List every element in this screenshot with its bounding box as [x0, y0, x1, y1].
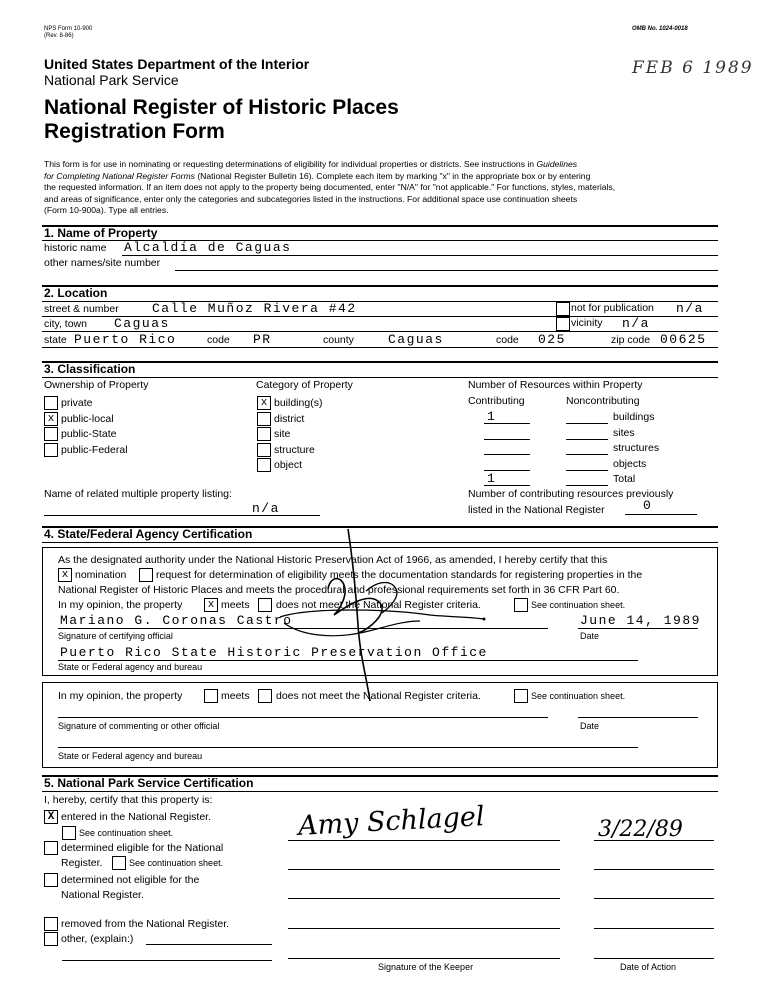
section-5-heading: 5. National Park Service Certification — [44, 776, 254, 790]
ownership-heading: Ownership of Property — [44, 379, 149, 391]
eligible-checkbox[interactable] — [44, 841, 58, 855]
contributing-count: 1 — [487, 471, 497, 486]
nps-intro: I, hereby, certify that this property is: — [44, 794, 213, 806]
ownership-label: public-local — [61, 412, 114, 425]
instructions: This form is for use in nominating or requesting determinations of eligibility for individual properties or districts. See instructions in Guidelines for Completing National Register Forms (National Register Bulletin 16). Complete each item by marking "x" in the appropriate box or by entering the requested information. If an item does not apply to the property being documented, enter "N/A" for "not applicable." For functions, styles, materials, and areas of significance, enter only the categories and subcategories listed in the instructions. For additional space use continuation sheets (Form 10-900a). Type all entries. — [44, 159, 616, 215]
resources-heading: Number of Resources within Property — [468, 379, 643, 391]
state-value: Puerto Rico — [74, 332, 177, 347]
not-for-publication-checkbox[interactable] — [556, 302, 570, 316]
category-checkbox-district[interactable] — [257, 412, 271, 426]
opinion-label-2: In my opinion, the property — [58, 690, 183, 702]
county-label: county — [323, 334, 354, 346]
entered-checkbox[interactable]: X — [44, 810, 58, 824]
city-label: city, town — [44, 318, 87, 330]
section-3-heading: 3. Classification — [44, 362, 136, 376]
does-not-meet-label: does not meet the National Register criteria. — [276, 599, 481, 611]
not-eligible-checkbox[interactable] — [44, 873, 58, 887]
state-code-label: code — [207, 334, 230, 346]
not-for-publication-value: n/a — [676, 301, 704, 316]
state-code-value: PR — [253, 332, 272, 347]
ownership-checkbox-public-state[interactable] — [44, 427, 58, 441]
certifying-official-name: Mariano G. Coronas Castro — [60, 613, 293, 628]
removed-checkbox[interactable] — [44, 917, 58, 931]
category-checkbox-site[interactable] — [257, 427, 271, 441]
resource-row-label: objects — [613, 457, 647, 470]
continuation-label-2: See continuation sheet. — [531, 691, 626, 701]
does-not-meet-label-2: does not meet the National Register criteria. — [276, 690, 481, 702]
county-code-label: code — [496, 334, 519, 346]
section-1-heading: 1. Name of Property — [44, 226, 158, 240]
omb-number: OMB No. 1024-0018 — [632, 26, 688, 32]
section-2-heading: 2. Location — [44, 286, 108, 300]
eligible-continuation-label: See continuation sheet. — [129, 858, 224, 868]
received-stamp: FEB 6 1989 — [632, 58, 754, 78]
meets-checkbox[interactable]: x — [204, 598, 218, 612]
eligible-continuation-checkbox[interactable] — [112, 856, 126, 870]
ownership-checkbox-public-local[interactable]: x — [44, 412, 58, 426]
state-label: state — [44, 334, 67, 346]
category-label: object — [274, 459, 303, 471]
date-label: Date — [580, 631, 600, 641]
category-label: building(s) — [274, 397, 323, 409]
ownership-label: public-State — [61, 428, 117, 440]
county-value: Caguas — [388, 332, 444, 347]
continuation-checkbox-2[interactable] — [514, 689, 528, 703]
vicinity-value: n/a — [622, 316, 650, 331]
keeper-signature-label: Signature of the Keeper — [378, 962, 474, 972]
multiple-listing-value: n/a — [252, 501, 280, 516]
category-label: district — [274, 412, 305, 425]
removed-label: removed from the National Register. — [61, 918, 230, 930]
agency-label-2: State or Federal agency and bureau — [58, 751, 203, 761]
vicinity-label: vicinity — [571, 317, 603, 329]
continuation-label: See continuation sheet. — [531, 600, 626, 610]
category-checkbox-object[interactable] — [257, 458, 271, 472]
category-checkbox-building-s-[interactable]: x — [257, 396, 271, 410]
noncontributing-line — [566, 439, 608, 440]
category-label: site — [274, 428, 291, 440]
agency-name: Puerto Rico State Historic Preservation Office — [60, 645, 488, 660]
resource-row-label: sites — [613, 426, 635, 439]
noncontributing-line — [566, 470, 608, 471]
resource-row-label: structures — [613, 442, 660, 454]
ownership-checkbox-public-federal[interactable] — [44, 443, 58, 457]
category-label: structure — [274, 443, 315, 456]
section-4-heading: 4. State/Federal Agency Certification — [44, 527, 253, 541]
resource-row-label: Total — [613, 473, 636, 485]
form-number: NPS Form 10-900 — [44, 26, 93, 32]
contributing-heading: Contributing — [468, 395, 525, 407]
resource-row-label: buildings — [613, 411, 655, 423]
cert-paragraph-line3: National Register of Historic Places and meets the procedural and professional requirements set forth in 36 CFR Part 60. — [58, 584, 620, 596]
category-checkbox-structure[interactable] — [257, 443, 271, 457]
keeper-signature: Amy Schlagel — [297, 801, 486, 842]
cert-paragraph-line1: As the designated authority under the National Historic Preservation Act of 1966, as amended, I hereby certify that this — [58, 554, 608, 566]
eligible-label-1: determined eligible for the National — [61, 842, 224, 854]
street-value: Calle Muñoz Rivera #42 — [152, 301, 357, 316]
meets-label: meets — [221, 599, 250, 611]
request-determination-checkbox[interactable] — [139, 568, 153, 582]
entered-continuation-checkbox[interactable] — [62, 826, 76, 840]
cert-paragraph-line2: request for determination of eligibility meets the documentation standards for registering properties in the — [156, 569, 643, 581]
historic-name-value: Alcaldía de Caguas — [124, 240, 292, 255]
contributing-line — [484, 454, 530, 455]
certifying-signature-label: Signature of certifying official — [58, 631, 173, 641]
contributing-count: 1 — [487, 409, 497, 424]
form-revision: (Rev. 8-86) — [44, 33, 74, 39]
county-code-value: 025 — [538, 332, 566, 347]
street-label: street & number — [44, 303, 119, 315]
date-of-action-value: 3/22/89 — [598, 817, 683, 842]
previously-listed-label-2: listed in the National Register — [468, 504, 605, 516]
category-heading: Category of Property — [256, 379, 353, 391]
commenting-signature-label: Signature of commenting or other official — [58, 721, 220, 731]
other-checkbox[interactable] — [44, 932, 58, 946]
form-title-line2: Registration Form — [44, 120, 225, 143]
service: National Park Service — [44, 72, 179, 88]
noncontributing-line — [566, 423, 608, 424]
other-names-label: other names/site number — [44, 257, 161, 269]
entered-continuation-label: See continuation sheet. — [79, 828, 174, 838]
not-eligible-label-2: National Register. — [61, 889, 144, 901]
department: United States Department of the Interior — [44, 56, 310, 72]
nomination-checkbox[interactable]: x — [58, 568, 72, 582]
opinion-label: In my opinion, the property — [58, 599, 183, 611]
ownership-label: private — [61, 397, 93, 409]
zip-value: 00625 — [660, 332, 707, 347]
vicinity-checkbox[interactable] — [556, 317, 570, 331]
certification-date: June 14, 1989 — [580, 613, 701, 628]
not-eligible-label-1: determined not eligible for the — [61, 874, 200, 886]
ownership-label: public-Federal — [61, 443, 128, 456]
eligible-label-2: Register. — [61, 857, 103, 869]
form-title-line1: National Register of Historic Places — [44, 96, 399, 119]
contributing-line — [484, 439, 530, 440]
meets-checkbox-2[interactable] — [204, 689, 218, 703]
date-of-action-label: Date of Action — [620, 962, 677, 972]
other-label: other, (explain:) — [61, 933, 134, 945]
previously-listed-value: 0 — [643, 498, 653, 513]
not-for-publication-label: not for publication — [571, 302, 654, 314]
noncontributing-heading: Noncontributing — [566, 395, 640, 407]
historic-name-label: historic name — [44, 242, 107, 254]
noncontributing-line — [566, 485, 608, 486]
nomination-label: nomination — [75, 569, 127, 581]
meets-label-2: meets — [221, 690, 250, 702]
date-label-2: Date — [580, 721, 600, 731]
zip-label: zip code — [611, 334, 651, 346]
ownership-checkbox-private[interactable] — [44, 396, 58, 410]
noncontributing-line — [566, 454, 608, 455]
city-value: Caguas — [114, 316, 170, 331]
multiple-listing-label: Name of related multiple property listing: — [44, 488, 232, 500]
form-title — [44, 96, 399, 144]
entered-label: entered in the National Register. — [61, 811, 212, 823]
agency-label: State or Federal agency and bureau — [58, 662, 203, 672]
certifying-official-signature — [270, 525, 510, 725]
previously-listed-label-1: Number of contributing resources previously — [468, 488, 674, 500]
continuation-checkbox[interactable] — [514, 598, 528, 612]
